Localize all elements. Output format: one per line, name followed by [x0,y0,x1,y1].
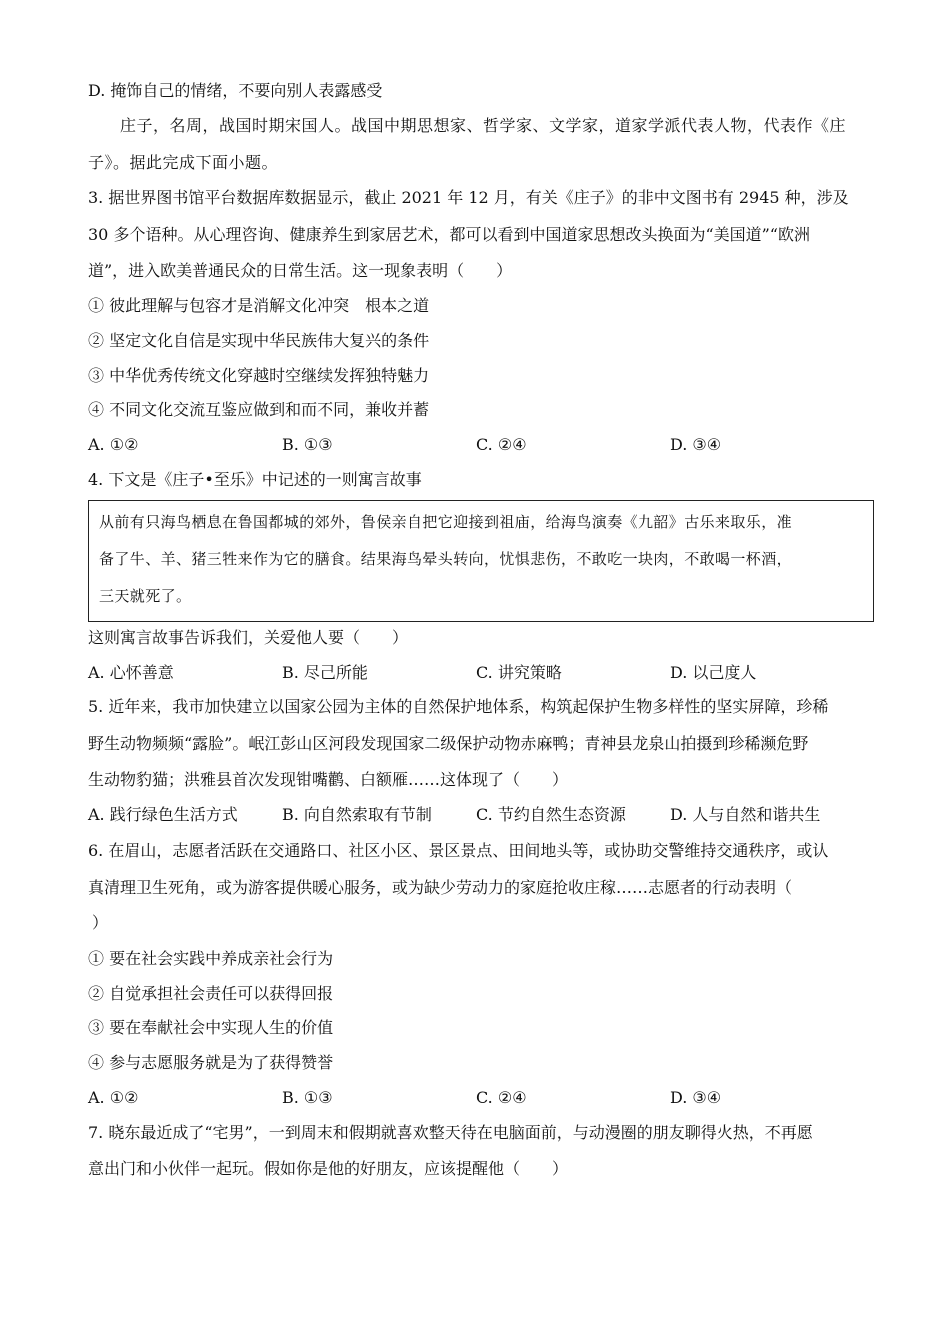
q5-stem-line-2: 野生动物频频“露脸”。岷江彭山区河段发现国家二级保护动物赤麻鸭；青神县龙泉山拍摄到珍稀濒危野 [88,734,809,753]
q4-option-c[interactable]: C. 讲究策略 [476,663,562,682]
q3-option-c[interactable]: C. ②④ [476,435,527,454]
q4-stem-line-1: 4. 下文是《庄子•至乐》中记述的一则寓言故事 [88,470,422,489]
q3-statement-3: ③ 中华优秀传统文化穿越时空继续发挥独特魅力 [88,366,430,385]
q6-stem-line-1: 6. 在眉山，志愿者活跃在交通路口、社区小区、景区景点、田间地头等，或协助交警维持交通秩序，或认 [88,841,829,860]
q3-stem-line-3: 道”，进入欧美普通民众的日常生活。这一现象表明（ ） [88,261,513,280]
q3-option-b[interactable]: B. ①③ [282,435,333,454]
q5-option-b[interactable]: B. 向自然索取有节制 [282,805,432,824]
fable-line-2: 备了牛、羊、猪三牲来作为它的膳食。结果海鸟晕头转向，忧惧悲伤，不敢吃一块肉，不敢喝一杯酒， [99,550,793,568]
q6-statement-4: ④ 参与志愿服务就是为了获得赞誉 [88,1053,334,1072]
q6-option-b[interactable]: B. ①③ [282,1088,333,1107]
q4-option-a[interactable]: A. 心怀善意 [88,663,174,682]
q4-stem-line-2: 这则寓言故事告诉我们，关爱他人要（ ） [88,628,409,647]
q2-option-d: D. 掩饰自己的情绪，不要向别人表露感受 [88,81,383,100]
q7-stem-line-1: 7. 晓东最近成了“宅男”，一到周末和假期就喜欢整天待在电脑面前，与动漫圈的朋友聊得火热，不再愿 [88,1123,813,1142]
q6-stem-line-2: 真清理卫生死角，或为游客提供暖心服务，或为缺少劳动力的家庭抢收庄稼……志愿者的行动表明（ [88,878,793,897]
fable-passage-box [88,500,874,622]
q6-statement-2: ② 自觉承担社会责任可以获得回报 [88,984,334,1003]
q5-stem-line-1: 5. 近年来，我市加快建立以国家公园为主体的自然保护地体系，构筑起保护生物多样性的坚实屏障，珍稀 [88,697,829,716]
q3-option-a[interactable]: A. ①② [88,435,139,454]
q3-statement-2: ② 坚定文化自信是实现中华民族伟大复兴的条件 [88,331,430,350]
fable-line-3: 三天就死了。 [99,587,192,605]
q6-stem-line-3: ） [92,913,109,932]
q6-option-c[interactable]: C. ②④ [476,1088,527,1107]
q7-stem-line-2: 意出门和小伙伴一起玩。假如你是他的好朋友，应该提醒他（ ） [88,1159,569,1178]
q3-statement-1: ① 彼此理解与包容才是消解文化冲突 根本之道 [88,296,430,315]
zhuangzi-intro-line-1: 庄子，名周，战国时期宋国人。战国中期思想家、哲学家、文学家，道家学派代表人物，代表作《庄 [120,116,847,135]
q6-option-a[interactable]: A. ①② [88,1088,139,1107]
q3-option-d[interactable]: D. ③④ [670,435,722,454]
q6-statement-3: ③ 要在奉献社会中实现人生的价值 [88,1018,334,1037]
fable-line-1: 从前有只海鸟栖息在鲁国都城的郊外，鲁侯亲自把它迎接到祖庙，给海鸟演奏《九韶》古乐来取乐，准 [99,513,793,531]
q3-stem-line-1: 3. 据世界图书馆平台数据库数据显示，截止 2021 年 12 月，有关《庄子》的非中文图书有 2945 种，涉及 [88,188,849,207]
q5-stem-line-3: 生动物豹猫；洪雅县首次发现钳嘴鹳、白额雁……这体现了（ ） [88,770,569,789]
q5-option-c[interactable]: C. 节约自然生态资源 [476,805,626,824]
q6-option-d[interactable]: D. ③④ [670,1088,722,1107]
zhuangzi-intro-line-2: 子》。据此完成下面小题。 [88,153,279,172]
q4-option-d[interactable]: D. 以己度人 [670,663,757,682]
q4-option-b[interactable]: B. 尽己所能 [282,663,368,682]
q5-option-a[interactable]: A. 践行绿色生活方式 [88,805,238,824]
q5-option-d[interactable]: D. 人与自然和谐共生 [670,805,821,824]
q3-stem-line-2: 30 多个语种。从心理咨询、健康养生到家居艺术，都可以看到中国道家思想改头换面为“美国道”“欧洲 [88,225,810,244]
q3-statement-4: ④ 不同文化交流互鉴应做到和而不同，兼收并蓄 [88,400,430,419]
q6-statement-1: ① 要在社会实践中养成亲社会行为 [88,949,334,968]
